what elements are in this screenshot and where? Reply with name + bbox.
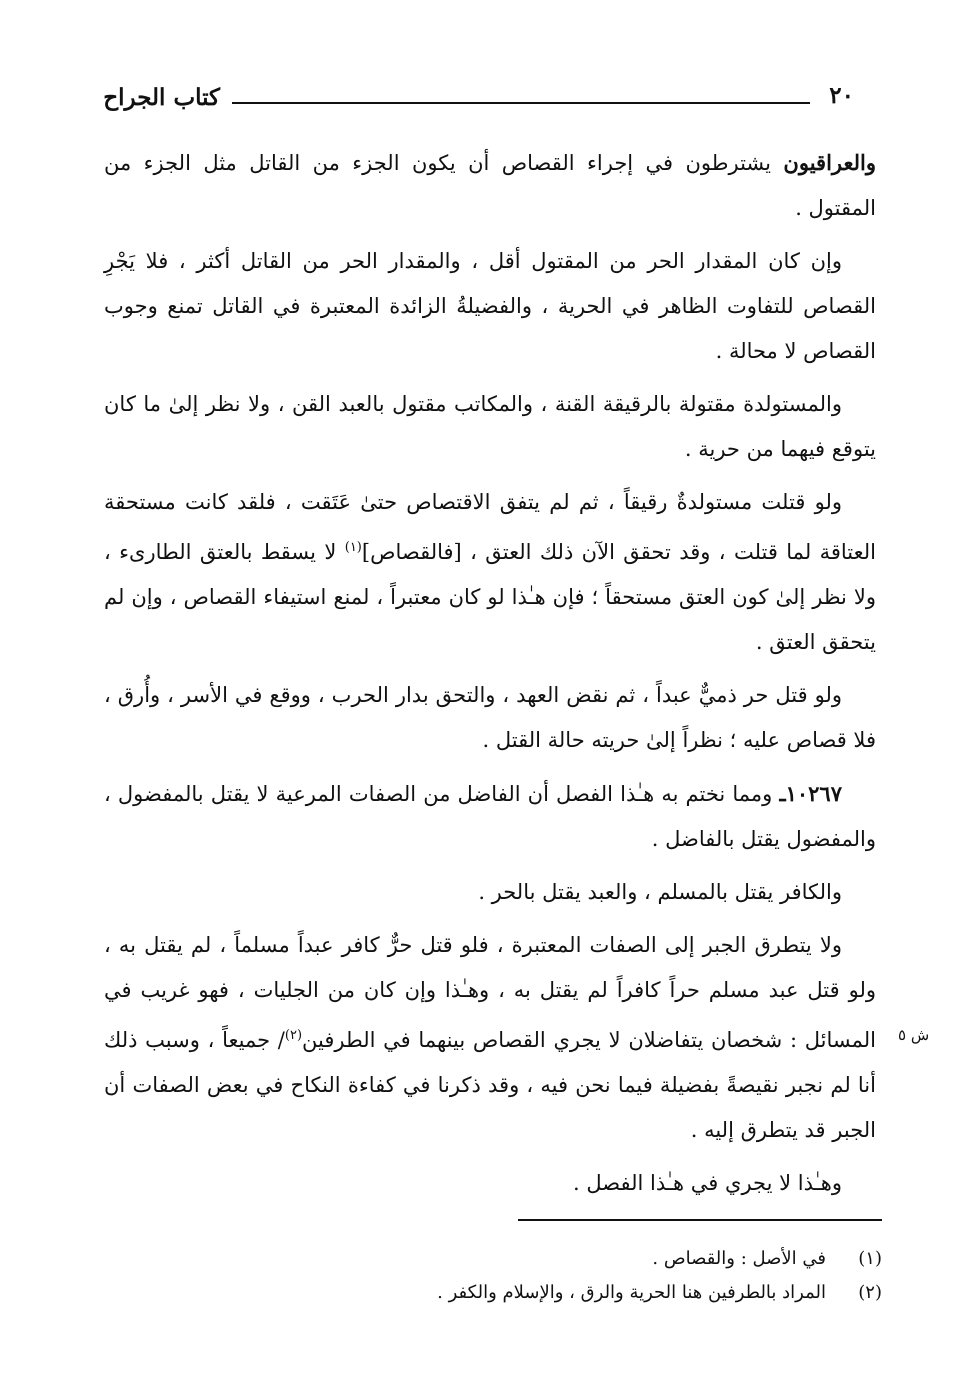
footnote-ref: (٢) (284, 1028, 303, 1043)
paragraph (104, 771, 876, 862)
paragraph-text: ولا يتطرق الجبر إلى الصفات المعتبرة ، فلو قتل حرٌّ كافر عبداً مسلماً ، لم يقتل به ، ولو قتل عبد مسلم حراً كافراً لم يقتل به ، وهـٰذا وإن كان من الجليات ، فهو غريب في المسائل : شخصان يتفاضلان لا يجري القصاص بينهما في الطرفين (104, 933, 876, 1052)
paragraph-text: لا يسقط بالعتق الطارىء ، ولا نظر إلىٰ كون العتق مستحقاً ؛ فإن هـٰذا لو كان معتبراً ، لمنع استيفاء القصاص ، وإن لم يتحقق العتق . (104, 540, 876, 654)
paragraph-text: يشترطون في إجراء القصاص أن يكون الجزء من القاتل مثل الجزء من المقتول . (104, 151, 876, 220)
footnote-rule (518, 1219, 882, 1221)
paragraph (104, 923, 876, 1153)
paragraph (104, 673, 876, 763)
main-text (104, 140, 876, 1214)
paragraph-text: وهـٰذا لا يجري في هـٰذا الفصل . (573, 1171, 842, 1195)
paragraph-text: والمستولدة مقتولة بالرقيقة القنة ، والمكاتب مقتول بالعبد القن ، ولا نظر إلىٰ ما كان يتوقع فيهما من حرية . (104, 392, 876, 461)
page-header (96, 82, 882, 122)
section-number: ١٠٢٦٧ـ (779, 781, 842, 806)
footnote (104, 1242, 882, 1276)
footnote-text: في الأصل : والقصاص . (652, 1248, 826, 1269)
paragraph (104, 382, 876, 472)
paragraph (104, 480, 876, 665)
footnote (104, 1276, 882, 1310)
paragraph (104, 239, 876, 374)
paragraph-text: ومما نختم به هـٰذا الفصل أن الفاضل من الصفات المرعية لا يقتل بالمفضول ، والمفضول يقتل بالفاضل . (104, 782, 876, 851)
paragraph-text: ولو قتل حر ذميٌّ عبداً ، ثم نقض العهد ، والتحق بدار الحرب ، ووقع في الأسر ، وأُرق ، فلا قصاص عليه ؛ نظراً إلىٰ حريته حالة القتل . (104, 683, 876, 752)
footnote-number: (٢) (858, 1282, 882, 1303)
paragraph (104, 140, 876, 231)
page-number: ٢٠ (829, 82, 854, 109)
footnote-ref: (١) (344, 540, 362, 555)
margin-note: ش ٥ (898, 1026, 930, 1044)
paragraph-text: ولو قتلت مستولدةٌ رقيقاً ، ثم لم يتفق الاقتصاص حتىٰ عَتَقت ، فلقد كانت مستحقة العتاقة لما قتلت ، وقد تحقق الآن ذلك العتق ، [فالقصاص] (104, 490, 876, 564)
paragraph (104, 1161, 876, 1206)
paragraph-lead: والعراقيون (783, 150, 876, 175)
header-rule (232, 102, 810, 104)
footnotes (104, 1242, 882, 1310)
footnote-number: (١) (858, 1248, 882, 1269)
paragraph-text: وإن كان المقدار الحر من المقتول أقل ، والمقدار الحر من القاتل أكثر ، فلا يَجْرِ القصاص للتفاوت الظاهر في الحرية ، والفضيلةُ الزائدة المعتبرة في القاتل تمنع وجوب القصاص لا محالة . (104, 249, 876, 363)
paragraph-text: والكافر يقتل بالمسلم ، والعبد يقتل بالحر . (478, 880, 842, 904)
running-title: كتاب الجراح (103, 84, 220, 111)
paragraph-text: / جميعاً ، وسبب ذلك أنا لم نجبر نقيصةً بفضيلة فيما نحن فيه ، وقد ذكرنا في كفاءة النكاح في بعض الصفات أن الجبر قد يتطرق إليه . (104, 1028, 876, 1142)
paragraph (104, 870, 876, 915)
footnote-text: المراد بالطرفين هنا الحرية والرق ، والإسلام والكفر . (437, 1282, 826, 1303)
